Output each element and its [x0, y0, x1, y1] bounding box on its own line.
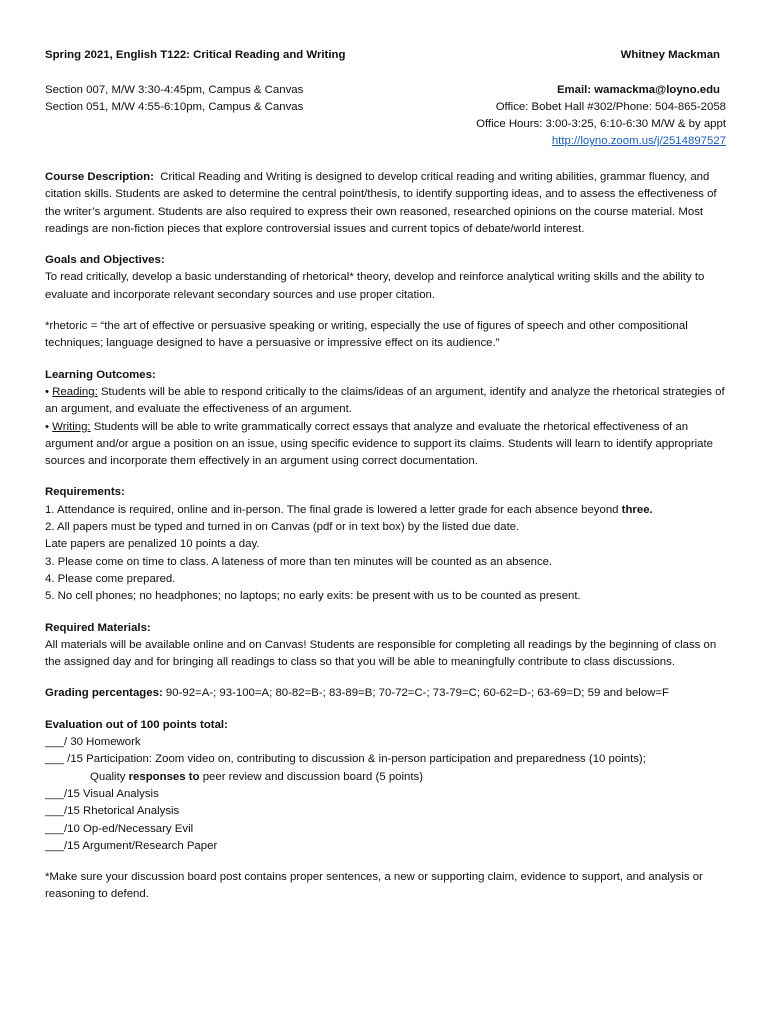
bullet-icon: •	[45, 420, 49, 433]
zoom-link[interactable]: http://loyno.zoom.us/j/2514897527	[551, 135, 726, 147]
grading-text: 90-92=A-; 93-100=A; 80-82=B-; 83-89=B; 70-72=C-; 73-79=C; 60-62=D-; 63-69=D; 59 and below=F	[165, 687, 669, 700]
requirement-3: 3. Please come on time to class. A lateness of more than ten minutes will be counted as an absence.	[45, 555, 553, 568]
course-title: Spring 2021, English T122: Critical Reading and Writing	[45, 49, 346, 61]
rhetoric-note-text: *rhetoric = “the art of effective or persuasive speaking or writing, especially the use of figures of speech and other compositional techniques; language designed to have a persuasive or impressive effect on its audience.”	[45, 320, 688, 350]
materials-section	[45, 620, 726, 672]
goals-text: To read critically, develop a basic understanding of rhetorical* theory, develop and reinforce analytical writing skills and the ability to evaluate and incorporate relevant secondary sources and use proper citation.	[45, 271, 705, 301]
requirement-2b: Late papers are penalized 10 points a day.	[45, 538, 260, 551]
outcomes-section	[45, 367, 726, 471]
reading-text: Students will be able to respond critically to the claims/ideas of an argument, identify and analyze the rhetorical strategies of an argument, and evaluate the effectiveness of an argument.	[45, 385, 725, 416]
grading-section	[45, 685, 726, 702]
requirement-2: 2. All papers must be typed and turned in on Canvas (pdf or in text box) by the listed due date.	[45, 521, 520, 534]
requirements-section	[45, 484, 726, 605]
eval-rhetorical: ___/15 Rhetorical Analysis	[45, 805, 180, 818]
description-heading: Course Description:	[45, 171, 154, 183]
footer-note	[45, 869, 726, 904]
materials-text: All materials will be available online and on Canvas! Students are responsible for completing all readings by the beginning of class on the assigned day and for bringing all readings to class so that you will be able to meaningfully contribute to class discussions.	[45, 638, 717, 669]
evaluation-heading: Evaluation out of 100 points total:	[45, 718, 228, 731]
requirement-1: 1. Attendance is required, online and in-person. The final grade is lowered a letter grade for each absence beyond three.	[45, 503, 653, 516]
writing-label: Writing:	[52, 420, 91, 433]
requirements-heading: Requirements:	[45, 486, 125, 499]
goals-heading: Goals and Objectives:	[45, 254, 165, 267]
grading-heading: Grading percentages:	[45, 687, 163, 700]
section-051: Section 051, M/W 4:55-6:10pm, Campus & Canvas	[45, 101, 304, 113]
office: Office: Bobet Hall #302/Phone: 504-865-2058	[495, 101, 726, 113]
reading-label: Reading:	[52, 385, 98, 398]
bullet-icon: •	[45, 385, 49, 398]
goals-section	[45, 252, 726, 304]
eval-argument: ___/15 Argument/Research Paper	[45, 839, 218, 852]
eval-quality: Quality responses to peer review and discussion board (5 points)	[90, 770, 424, 783]
outcome-writing	[45, 419, 726, 471]
requirement-4: 4. Please come prepared.	[45, 572, 176, 585]
outcome-reading	[45, 384, 726, 419]
eval-homework: ___/ 30 Homework	[45, 736, 141, 749]
eval-participation: ___ /15 Participation: Zoom video on, contributing to discussion & in-person participation and preparedness (10 points);	[45, 753, 646, 766]
evaluation-section	[45, 717, 726, 855]
description-text: Critical Reading and Writing is designed to develop critical reading and writing abilities, grammar fluency, and citation skills. Students are asked to determine the central point/thesis, to identify supporting ideas, and to assess the effectiveness of the writer’s argument. Students are also required to express their own reasoned, researched opinions on the course material. Most readings are non-fiction pieces that explore controversial issues and current topics of debate/world interest.	[45, 171, 717, 235]
materials-heading: Required Materials:	[45, 621, 151, 634]
section-007: Section 007, M/W 3:30-4:45pm, Campus & Canvas	[45, 84, 304, 96]
outcomes-heading: Learning Outcomes:	[45, 368, 156, 381]
syllabus-header	[45, 47, 726, 151]
instructor-name: Whitney Mackman	[620, 49, 720, 61]
writing-text: Students will be able to write grammatically correct essays that analyze and evaluate the rhetorical effectiveness of an argument and/or argue a position on an issue, using specific evidence to support its claims. Students will learn to identify appropriate sources and incorporate them effectively in an argument using correct documentation.	[45, 420, 713, 468]
footer-note-text: *Make sure your discussion board post contains proper sentences, a new or supporting claim, evidence to support, and analysis or reasoning to defend.	[45, 871, 703, 901]
office-hours: Office Hours: 3:00-3:25, 6:10-6:30 M/W & by appt	[476, 118, 726, 130]
requirement-5: 5. No cell phones; no headphones; no laptops; no early exits: be present with us to be counted as present.	[45, 590, 581, 603]
course-description	[45, 169, 726, 238]
email: Email: wamackma@loyno.edu	[556, 84, 720, 96]
eval-oped: ___/10 Op-ed/Necessary Evil	[45, 822, 194, 835]
eval-visual: ___/15 Visual Analysis	[45, 787, 159, 800]
rhetoric-note	[45, 318, 726, 353]
